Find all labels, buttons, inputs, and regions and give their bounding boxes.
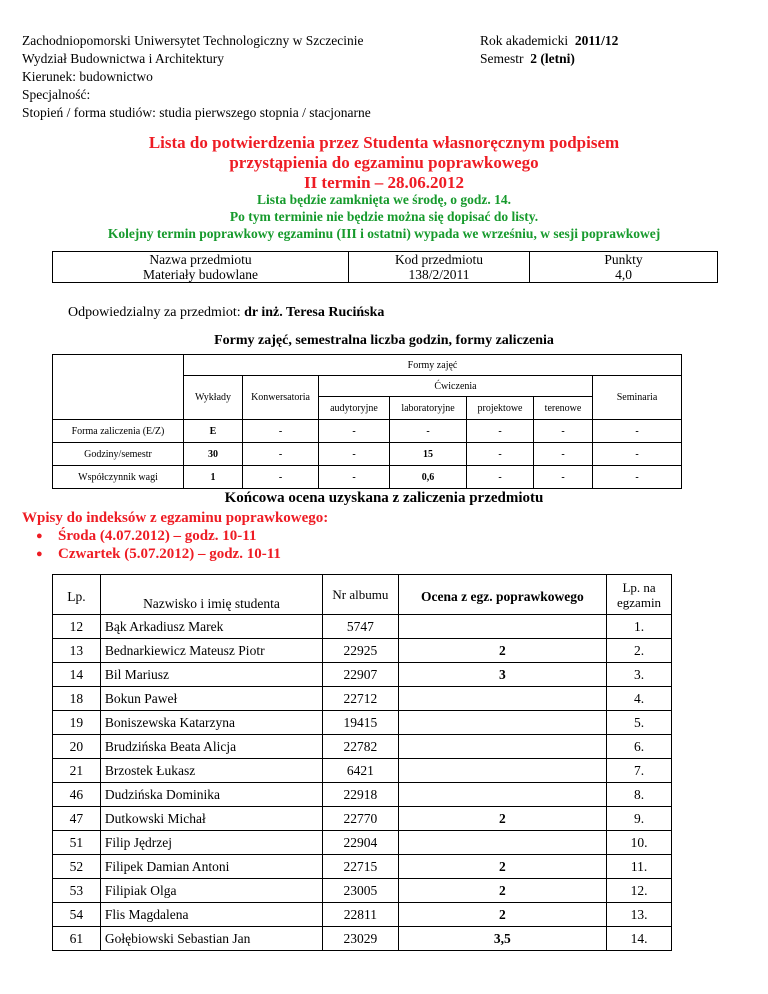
forms-row bbox=[53, 466, 682, 489]
student-grade: 2 bbox=[398, 855, 606, 879]
forms-row bbox=[53, 443, 682, 466]
subject-code-value: 138/2/2011 bbox=[408, 267, 470, 282]
student-exam-no: 5. bbox=[607, 711, 672, 735]
table-row bbox=[53, 831, 672, 855]
student-album-nr: 22712 bbox=[323, 687, 399, 711]
student-name: Bil Mariusz bbox=[100, 663, 322, 687]
student-lp: 54 bbox=[53, 903, 101, 927]
corner-cell bbox=[53, 355, 184, 420]
student-exam-no: 12. bbox=[607, 879, 672, 903]
student-name: Dudzińska Dominika bbox=[100, 783, 322, 807]
student-name: Filipek Damian Antoni bbox=[100, 855, 322, 879]
cell: 30 bbox=[184, 443, 243, 466]
student-name: Dutkowski Michał bbox=[100, 807, 322, 831]
col-conversations: Konwersatoria bbox=[243, 376, 319, 420]
student-album-nr: 22715 bbox=[323, 855, 399, 879]
student-grade bbox=[398, 615, 606, 639]
student-name: Brudzińska Beata Alicja bbox=[100, 735, 322, 759]
faculty-name: Wydział Budownictwa i Architektury bbox=[22, 51, 225, 66]
student-grade bbox=[398, 711, 606, 735]
table-row bbox=[53, 807, 672, 831]
student-lp: 13 bbox=[53, 639, 101, 663]
entries-title: Wpisy do indeksów z egzaminu poprawkowego: bbox=[22, 510, 329, 526]
class-forms-table bbox=[52, 354, 682, 489]
notice-line-2: Po tym terminie nie będzie można się dopisać do listy. bbox=[229, 209, 539, 224]
student-name: Brzostek Łukasz bbox=[100, 759, 322, 783]
cell: - bbox=[390, 420, 467, 443]
row-label: Godziny/semestr bbox=[53, 443, 184, 466]
student-name: Filip Jędrzej bbox=[100, 831, 322, 855]
student-album-nr: 6421 bbox=[323, 759, 399, 783]
student-grade: 2 bbox=[398, 903, 606, 927]
cell: - bbox=[593, 420, 682, 443]
student-lp: 51 bbox=[53, 831, 101, 855]
table-row bbox=[53, 855, 672, 879]
col-laboratory: laboratoryjne bbox=[390, 397, 467, 420]
subject-table bbox=[52, 251, 718, 283]
cell: E bbox=[184, 420, 243, 443]
header-lp: Lp. bbox=[53, 575, 101, 615]
cell: - bbox=[243, 466, 319, 489]
student-lp: 52 bbox=[53, 855, 101, 879]
student-lp: 14 bbox=[53, 663, 101, 687]
subject-points-label: Punkty bbox=[604, 252, 643, 267]
student-lp: 19 bbox=[53, 711, 101, 735]
student-album-nr: 23029 bbox=[323, 927, 399, 951]
forms-title: Formy zajęć, semestralna liczba godzin, formy zaliczenia bbox=[214, 333, 554, 348]
student-exam-no: 13. bbox=[607, 903, 672, 927]
student-lp: 12 bbox=[53, 615, 101, 639]
university-name: Zachodniopomorski Uniwersytet Technologiczny w Szczecinie bbox=[22, 33, 364, 48]
title-line-2: przystąpienia do egzaminu poprawkowego bbox=[229, 153, 539, 172]
student-exam-no: 4. bbox=[607, 687, 672, 711]
student-exam-no: 6. bbox=[607, 735, 672, 759]
student-album-nr: 22925 bbox=[323, 639, 399, 663]
cell: - bbox=[467, 420, 534, 443]
subject-name-label: Nazwa przedmiotu bbox=[149, 252, 252, 267]
student-grade: 2 bbox=[398, 807, 606, 831]
student-exam-no: 8. bbox=[607, 783, 672, 807]
subject-name-cell bbox=[53, 252, 349, 283]
student-lp: 53 bbox=[53, 879, 101, 903]
student-grade: 2 bbox=[398, 879, 606, 903]
cell: - bbox=[593, 443, 682, 466]
student-exam-no: 14. bbox=[607, 927, 672, 951]
title-line-3: II termin – 28.06.2012 bbox=[303, 173, 465, 192]
student-grade bbox=[398, 759, 606, 783]
year-label: Rok akademicki bbox=[480, 33, 569, 48]
table-row bbox=[53, 735, 672, 759]
table-row bbox=[53, 639, 672, 663]
col-exercises: Ćwiczenia bbox=[319, 376, 593, 397]
student-exam-no: 10. bbox=[607, 831, 672, 855]
forms-group-header: Formy zajęć bbox=[184, 355, 682, 376]
student-album-nr: 5747 bbox=[323, 615, 399, 639]
term-info bbox=[480, 32, 618, 68]
table-row bbox=[53, 711, 672, 735]
study-level: Stopień / forma studiów: studia pierwszego stopnia / stacjonarne bbox=[22, 105, 371, 120]
table-row bbox=[53, 783, 672, 807]
title-line-1: Lista do potwierdzenia przez Studenta własnoręcznym podpisem bbox=[148, 133, 620, 152]
student-exam-no: 2. bbox=[607, 639, 672, 663]
student-album-nr: 19415 bbox=[323, 711, 399, 735]
student-lp: 46 bbox=[53, 783, 101, 807]
entry-item: ● Środa (4.07.2012) – godz. 10-11 bbox=[50, 527, 328, 545]
table-row bbox=[53, 903, 672, 927]
student-name: Boniszewska Katarzyna bbox=[100, 711, 322, 735]
student-grade bbox=[398, 783, 606, 807]
notice-line-1: Lista będzie zamknięta we środę, o godz. 14. bbox=[257, 192, 511, 207]
student-lp: 21 bbox=[53, 759, 101, 783]
student-album-nr: 22918 bbox=[323, 783, 399, 807]
col-field: terenowe bbox=[534, 397, 593, 420]
cell: - bbox=[467, 443, 534, 466]
cell: 15 bbox=[390, 443, 467, 466]
header-nr: Nr albumu bbox=[323, 575, 399, 615]
cell: - bbox=[593, 466, 682, 489]
subject-code-label: Kod przedmiotu bbox=[394, 252, 484, 267]
responsible-name: dr inż. Teresa Rucińska bbox=[244, 305, 385, 320]
row-label: Forma zaliczenia (E/Z) bbox=[53, 420, 184, 443]
student-exam-no: 11. bbox=[607, 855, 672, 879]
student-name: Bąk Arkadiusz Marek bbox=[100, 615, 322, 639]
notice bbox=[0, 191, 768, 242]
subject-name-value: Materiały budowlane bbox=[142, 267, 259, 282]
student-exam-no: 7. bbox=[607, 759, 672, 783]
student-name: Bednarkiewicz Mateusz Piotr bbox=[100, 639, 322, 663]
header-exam-no: Lp. na egzamin bbox=[607, 575, 672, 615]
student-lp: 20 bbox=[53, 735, 101, 759]
student-grade bbox=[398, 687, 606, 711]
student-exam-no: 3. bbox=[607, 663, 672, 687]
student-lp: 61 bbox=[53, 927, 101, 951]
student-name: Bokun Paweł bbox=[100, 687, 322, 711]
student-grade: 3,5 bbox=[398, 927, 606, 951]
subject-points-cell bbox=[530, 252, 718, 283]
student-album-nr: 22770 bbox=[323, 807, 399, 831]
student-name: Gołębiowski Sebastian Jan bbox=[100, 927, 322, 951]
student-lp: 47 bbox=[53, 807, 101, 831]
cell: 0,6 bbox=[390, 466, 467, 489]
table-row bbox=[53, 927, 672, 951]
year-value: 2011/12 bbox=[574, 33, 619, 48]
table-row bbox=[53, 687, 672, 711]
cell: - bbox=[243, 443, 319, 466]
subject-points-value: 4,0 bbox=[615, 267, 632, 282]
table-row bbox=[53, 615, 672, 639]
student-exam-no: 1. bbox=[607, 615, 672, 639]
table-row bbox=[53, 759, 672, 783]
student-lp: 18 bbox=[53, 687, 101, 711]
student-album-nr: 22904 bbox=[323, 831, 399, 855]
subject-code-cell bbox=[349, 252, 530, 283]
student-album-nr: 22907 bbox=[323, 663, 399, 687]
table-row bbox=[53, 879, 672, 903]
col-lectures: Wykłady bbox=[184, 376, 243, 420]
cell: - bbox=[243, 420, 319, 443]
forms-row bbox=[53, 420, 682, 443]
index-entries bbox=[22, 509, 328, 563]
cell: - bbox=[534, 420, 593, 443]
student-album-nr: 23005 bbox=[323, 879, 399, 903]
final-grade-title: Końcowa ocena uzyskana z zaliczenia przedmiotu bbox=[224, 490, 544, 506]
field-of-study: Kierunek: budownictwo bbox=[22, 69, 153, 84]
header-grade: Ocena z egz. poprawkowego bbox=[398, 575, 606, 615]
student-album-nr: 22811 bbox=[323, 903, 399, 927]
students-table bbox=[52, 574, 672, 951]
cell: - bbox=[319, 443, 390, 466]
cell: - bbox=[534, 466, 593, 489]
cell: - bbox=[319, 420, 390, 443]
specialty: Specjalność: bbox=[22, 87, 91, 102]
cell: - bbox=[319, 466, 390, 489]
row-label: Współczynnik wagi bbox=[53, 466, 184, 489]
student-grade: 2 bbox=[398, 639, 606, 663]
cell: 1 bbox=[184, 466, 243, 489]
header-name: Nazwisko i imię studenta bbox=[100, 575, 322, 615]
student-album-nr: 22782 bbox=[323, 735, 399, 759]
institution-header bbox=[22, 32, 371, 122]
cell: - bbox=[467, 466, 534, 489]
student-grade: 3 bbox=[398, 663, 606, 687]
col-seminars: Seminaria bbox=[593, 376, 682, 420]
student-grade bbox=[398, 831, 606, 855]
semester-label: Semestr bbox=[480, 51, 524, 66]
entry-item: ● Czwartek (5.07.2012) – godz. 10-11 bbox=[50, 545, 328, 563]
student-name: Filipiak Olga bbox=[100, 879, 322, 903]
student-name: Flis Magdalena bbox=[100, 903, 322, 927]
responsible-label: Odpowiedzialny za przedmiot: bbox=[68, 305, 241, 320]
col-auditory: audytoryjne bbox=[319, 397, 390, 420]
student-exam-no: 9. bbox=[607, 807, 672, 831]
cell: - bbox=[534, 443, 593, 466]
notice-line-3: Kolejny termin poprawkowy egzaminu (III i ostatni) wypada we wrześniu, w sesji poprawkowej bbox=[107, 226, 661, 241]
semester-value: 2 (letni) bbox=[530, 51, 575, 66]
document-title bbox=[0, 133, 768, 193]
table-row bbox=[53, 663, 672, 687]
student-grade bbox=[398, 735, 606, 759]
col-project: projektowe bbox=[467, 397, 534, 420]
responsible-person bbox=[68, 305, 384, 321]
